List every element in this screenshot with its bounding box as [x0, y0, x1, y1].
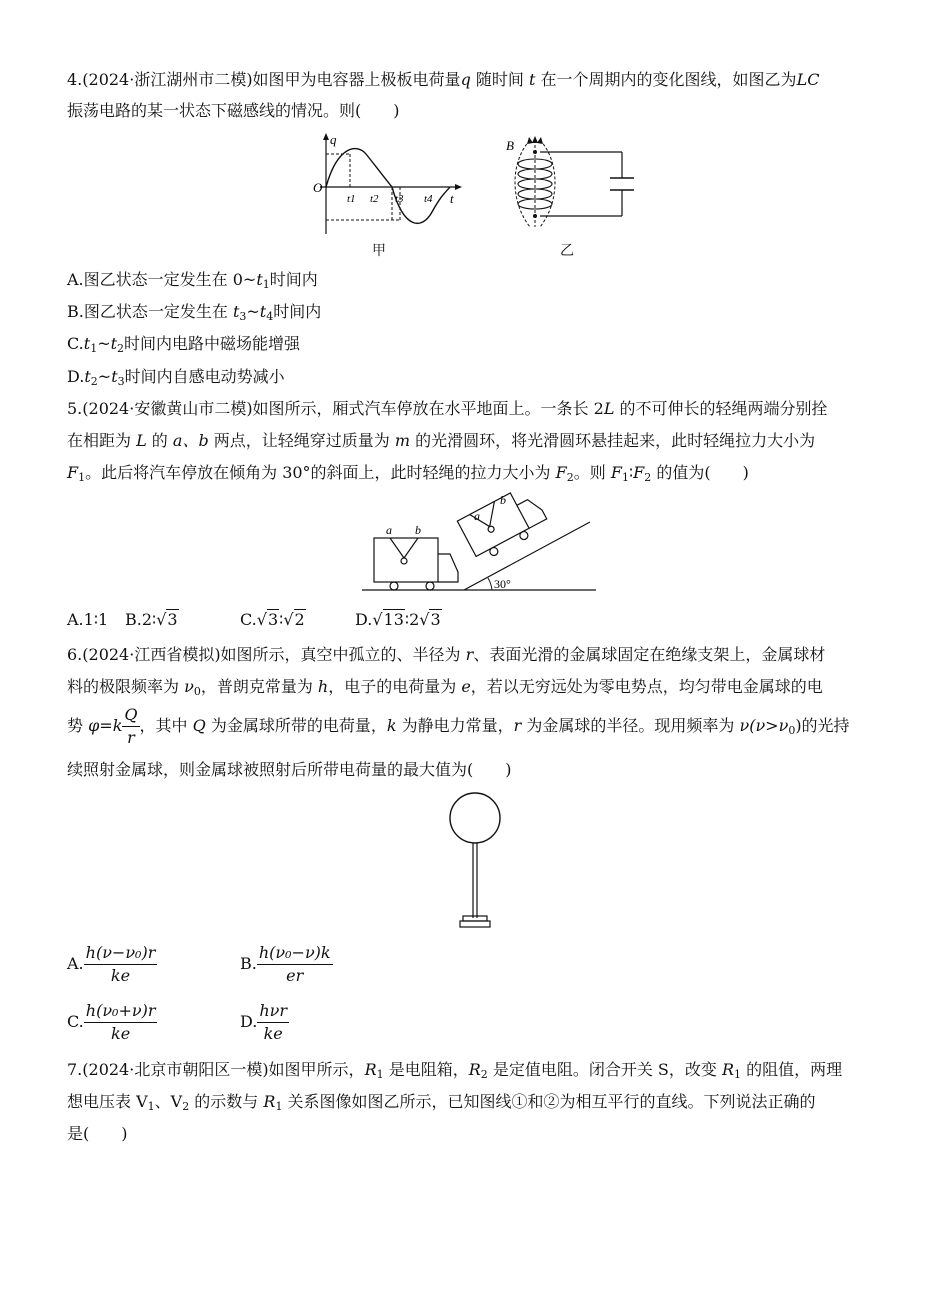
t-label: t	[450, 191, 454, 206]
q6-option-c: C. $\frac{\text{h(ν₀+ν)r}}{ke}$	[67, 1001, 156, 1043]
q5-line1: 5.(2024·安徽黄山市二模)如图所示，厢式汽车停放在水平地面上。一条长 2L 的不可伸长的轻绳两端分别拴	[67, 399, 828, 418]
b-label: B	[506, 138, 514, 153]
label-b-slope: b	[500, 493, 506, 507]
lc-circuit	[500, 132, 640, 232]
tick-t3: t3	[395, 193, 404, 205]
metal-ball	[450, 793, 500, 843]
fig-a-caption: 甲	[372, 243, 386, 259]
label-a-flat: a	[386, 523, 392, 537]
sine-curve	[326, 149, 450, 224]
label-a-slope: a	[474, 509, 480, 523]
q6-line1: 6.(2024·江西省模拟)如图所示，真空中孤立的、半径为 r、表面光滑的金属球固定在绝缘支架上，金属球材	[67, 645, 826, 664]
q4-option-a: A.图乙状态一定发生在 $0\sim t_1$时间内	[67, 270, 318, 291]
origin-label: O	[313, 180, 323, 195]
tick-t2: t2	[370, 193, 379, 205]
q7-line2: 想电压表 $V_1$、$V_2$ 的示数与 $R_1$ 关系图像如图乙所示，已知图线①和②为相互平行的直线。下列说法正确的	[67, 1092, 816, 1113]
q7-line3: 是( )	[67, 1124, 128, 1143]
q6-option-d: D. $\frac{\text{hνr}}{ke}$	[240, 1001, 288, 1043]
q6-line2: 料的极限频率为 $\nu_0$，普朗克常量为 h，电子的电荷量为 e，若以无穷远处为零电势点，均匀带电金属球的电	[67, 677, 823, 698]
q6-line4: 续照射金属球，则金属球被照射后所带电荷量的最大值为( )	[67, 760, 512, 779]
q6-line3: 势 φ=k $\frac{Q}{r}$ ，其中 Q 为金属球所带的电荷量，k 为静电力常量，r 为金属球的半径。现用频率为 $\nu(\nu>\nu_0)$的光持	[67, 705, 850, 747]
q4-option-c: $C.t_1\sim t_2$时间内电路中磁场能增强	[67, 334, 301, 355]
q6-option-a: A. $\frac{\text{h(ν−ν₀)r}}{ke}$	[67, 943, 156, 985]
truck-figure	[360, 492, 600, 600]
fig-b-caption: 乙	[560, 243, 574, 259]
q5-option-c: C.√ 3∶√ 2	[240, 610, 306, 629]
q5-option-a: A.1∶1	[67, 610, 109, 629]
phi-fraction: $\frac{Q}{r}$	[124, 705, 138, 747]
metal-ball-figure	[440, 790, 510, 932]
q-label: q	[330, 132, 337, 147]
q5-option-b: B.2∶√ 3	[125, 610, 179, 629]
q5-line3: $F_1$。此后将汽车停放在倾角为 30°的斜面上，此时轻绳的拉力大小为 $F_2$。则 $F_1∶F_2$ 的值为( )	[67, 463, 749, 484]
truck-flat	[374, 538, 458, 590]
q5-option-d: D.√ 13∶2√ 3	[355, 610, 442, 629]
stand-base	[460, 921, 490, 927]
q4-option-d: $D.t_2\sim t_3$时间内自感电动势减小	[67, 367, 285, 388]
q4-line2: 振荡电路的某一状态下磁感线的情况。则( )	[67, 101, 400, 120]
tick-t4: t4	[424, 193, 433, 205]
angle-label: 30°	[494, 577, 511, 591]
q-t-graph	[310, 132, 470, 252]
q7-line1: 7.(2024·北京市朝阳区一模)如图甲所示，$R_1$ 是电阻箱，$R_2$ 是定值电阻。闭合开关 S，改变 $R_1$ 的阻值，两理	[67, 1060, 843, 1081]
q5-line2: 在相距为 L 的 a、b 两点，让轻绳穿过质量为 m 的光滑圆环，将光滑圆环悬挂起来，此时轻绳拉力大小为	[67, 431, 816, 450]
q4-option-b: B.图乙状态一定发生在 $t_3\sim t_4$时间内	[67, 302, 322, 323]
tick-t1: t1	[347, 193, 356, 205]
q4-line1: 4.(2024·浙江湖州市二模)如图甲为电容器上极板电荷量q 随时间 t 在一个周期内的变化图线，如图乙为LC	[67, 70, 820, 89]
label-b-flat: b	[415, 523, 421, 537]
q6-option-b: B. $\frac{\text{h(ν₀−ν)k}}{er}$	[240, 943, 331, 985]
